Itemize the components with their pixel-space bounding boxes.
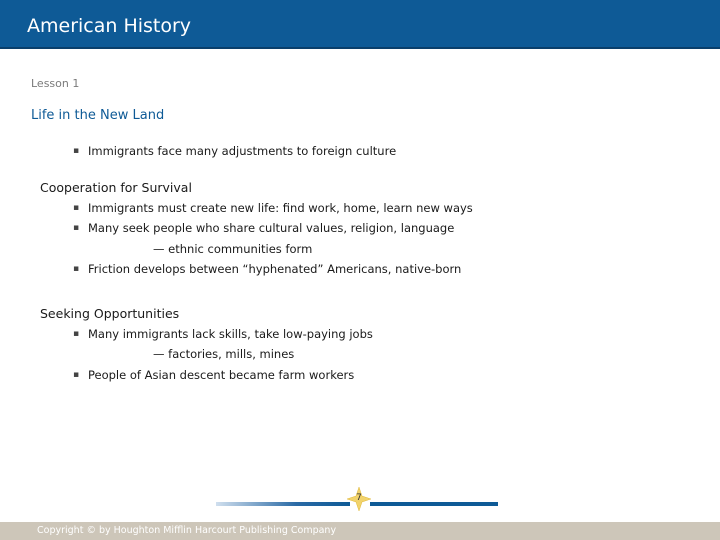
sub-line: — ethnic communities form	[153, 242, 313, 256]
copyright-text: Copyright © by Houghton Mifflin Harcourt Publishing Company	[37, 525, 337, 536]
bullet-icon: ▪	[73, 329, 80, 339]
footer-rule-left	[216, 502, 350, 506]
list-item-text: People of Asian descent became farm workers	[88, 368, 355, 382]
header-title: American History	[27, 15, 192, 37]
list-item	[73, 368, 355, 383]
sub-line: — factories, mills, mines	[153, 347, 295, 361]
bullet-icon: ▪	[73, 264, 80, 274]
list-item	[73, 327, 373, 342]
list-item	[73, 262, 462, 277]
section-heading-cooperation: Cooperation for Survival	[40, 180, 192, 195]
list-item-text: Many immigrants lack skills, take low-paying jobs	[88, 327, 373, 341]
list-item	[73, 201, 473, 216]
list-item-text: Immigrants must create new life: find work, home, learn new ways	[88, 201, 473, 215]
list-item	[73, 221, 455, 236]
bullet-icon: ▪	[73, 203, 80, 213]
page-number: 7	[356, 493, 362, 503]
intro-bullet-text: Immigrants face many adjustments to foreign culture	[88, 144, 397, 158]
bullet-icon: ▪	[73, 370, 80, 380]
section-heading-opportunities: Seeking Opportunities	[40, 306, 180, 321]
list-item-text: Friction develops between “hyphenated” Americans, native-born	[88, 262, 462, 276]
header-bar	[0, 0, 720, 49]
intro-bullet	[73, 144, 397, 159]
list-item-text: Many seek people who share cultural values, religion, language	[88, 221, 455, 235]
lesson-label: Lesson 1	[31, 77, 80, 90]
bullet-icon: ▪	[73, 146, 80, 156]
footer-rule-right	[370, 502, 498, 506]
bullet-icon: ▪	[73, 223, 80, 233]
lesson-title: Life in the New Land	[31, 108, 165, 123]
